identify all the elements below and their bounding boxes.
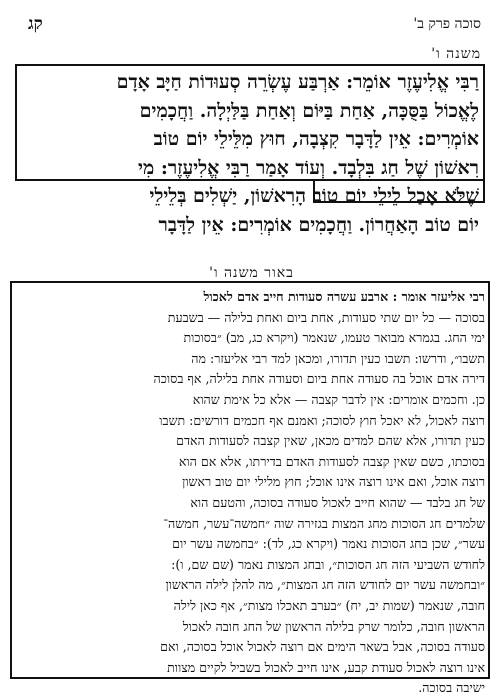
beur-line: ימי החג. בגמרא מבואר טעמו, שנאמר (ויקרא כג, מב) ״בסוכות xyxy=(183,330,485,346)
beur-line: ישיבה בסוכה. xyxy=(418,680,485,696)
beur-line: דירה אדם אוכל בה סעודה אחת ביום וסעודה אחת בלילה, אף בסוכה xyxy=(153,371,485,387)
beur-line: שלמדים חג הסוכות מחג המצות בגזירה שוה ״חמשה־עשר, חמשה־ xyxy=(163,515,485,531)
beur-line: סעודה בסוכה, אבל בשאר הימים אם רוצה לאכול אוכל בסוכה, ואם xyxy=(160,639,485,655)
beur-line: הראשון חובה, כלומר שרק בלילה הראשון של החג חובה לאכול xyxy=(182,618,485,634)
mishnah-line: לֶאֱכוֹל בַּסֻּכָּה, אַחַת בַּיּוֹם וְאַחַת בַּלַּיְלָה. וַחֲכָמִים xyxy=(139,99,479,122)
beur-line: חובה, שנאמר (שמות יב, יח) ״בערב תאכלו מצות״, אף כאן לילה xyxy=(173,597,485,613)
beur-line: כעין תדורו, אלא שהם למדים מכאן, שאין קצבה לסעודות האדם xyxy=(176,433,485,449)
beur-line: לחודש השביעי הזה חג הסוכות״, ובחג המצות נאמר (שם שם, ו): xyxy=(171,556,485,572)
mishnah-line: רִאשׁוֹן שֶׁל חַג בִּלְבָד. וְעוֹד אָמַר רַבִּי אֱלִיעֶזֶר: מִי xyxy=(137,156,479,179)
mishnah-line: אוֹמְרִים: אֵין לַדָּבָר קִצְבָה, חוּץ מִלֵּילֵי יוֹם טוֹב xyxy=(153,128,479,150)
beur-line: תשבו״, ודרשו: תשבו כעין תדורו, ומכאן למד רבי אליעזר: מה xyxy=(191,350,485,366)
beur-line: רבי אליעזר אומר : ארבע עשרה סעודות חייב אדם לאכול xyxy=(203,289,485,304)
beur-heading: באור משנה ו' xyxy=(209,265,294,281)
page-number: קג xyxy=(28,14,43,34)
beur-line: ״ובחמשה עשר יום לחודש הזה חג המצות״, מה להלן לילה הראשון xyxy=(165,577,485,593)
section-title: סוכה פרק ב' xyxy=(413,16,481,32)
mishnah-heading: משנה ו' xyxy=(431,46,481,62)
beur-line: עשר״, שכן בחג הסוכות נאמר (ויקרא כג, לד): ״בחמשה עשר יום xyxy=(172,536,485,552)
mishnah-line: יוֹם טוֹב הָאַחֲרוֹן. וַחֲכָמִים אוֹמְרִים: אֵין לַדָּבָר xyxy=(158,213,479,236)
beur-text xyxy=(17,287,485,699)
mishnah-line: רַבִּי אֱלִיעֶזֶר אוֹמֵר: אַרְבַּע עֶשְׂרֵה סְעוּדוֹת חַיָּב אָדָם xyxy=(116,71,479,93)
beur-line: בסוכתו, כשם שאין קצבה לסעודות האדם בדירתו, אלא אם הוא xyxy=(178,453,485,469)
beur-line: רוצה לאכול, לא יאכל חוץ לסוכה; ואמנם אף חכמים דורשים: תשבו xyxy=(159,412,485,428)
mishnah-text xyxy=(19,68,479,239)
beur-line: אינו רוצה לאכול סעודת קבע, אינו חייב לאכול בשביל לקיים מצוות xyxy=(167,659,485,675)
beur-line: בסוכה — כל יום שתי סעודות, אחת ביום ואחת בלילה — בשבעת xyxy=(167,309,485,325)
mishnah-line: שֶׁלֹּא אָכַל לֵילֵי יוֹם טוֹב הָרִאשׁוֹן, יַשְׁלִים בְּלֵילֵי xyxy=(149,185,479,207)
beur-line: רוצה אוכל, ואם אינו רוצה אינו אוכל; חוץ מלילי יום טוב ראשון xyxy=(182,474,485,490)
beur-line: כן. וחכמים אומרים: אין לדבר קצבה — אלא כל אימת שהוא xyxy=(192,391,485,407)
beur-line: של חג בלבד — שהוא חייב לאכול סעודה בסוכה, והטעם הוא xyxy=(190,494,485,510)
running-header xyxy=(28,14,481,34)
